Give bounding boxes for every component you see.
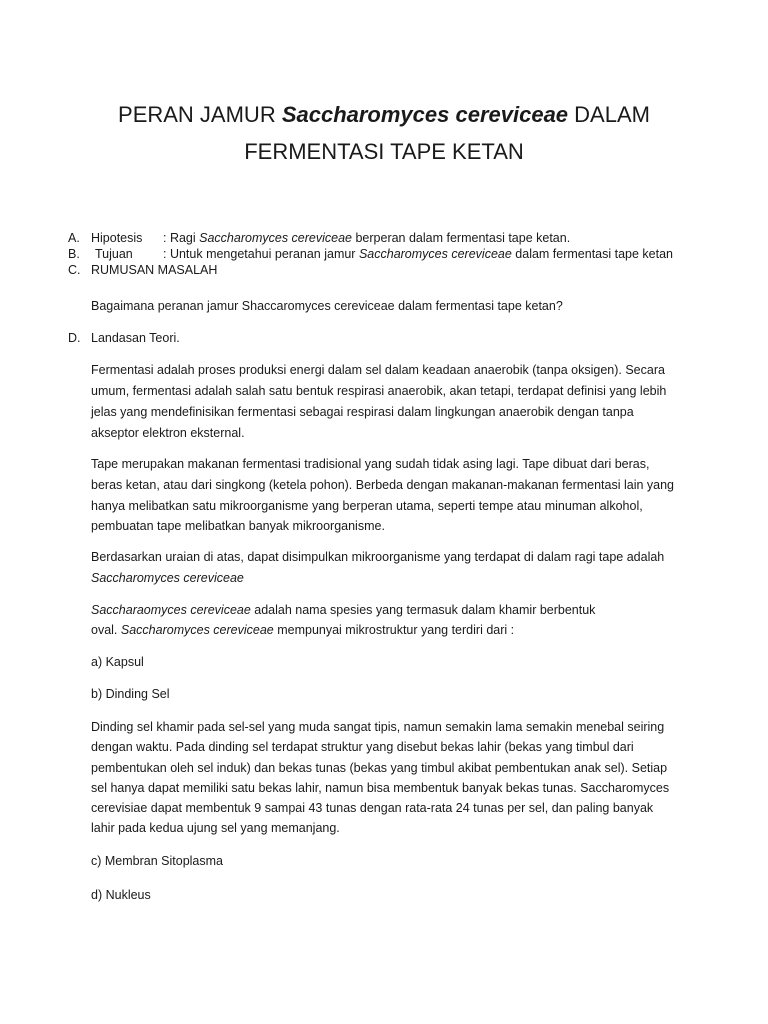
paragraph-tape-line: pembuatan tape melibatkan banyak mikroorganisme. <box>91 519 385 533</box>
paragraph-tape-line: beras ketan, atau dari singkong (ketela pohon). Berbeda dengan makanan-makanan fermentasi lain yang <box>91 478 675 492</box>
paragraph-kesimpulan-line: Berdasarkan uraian di atas, dapat disimpulkan mikroorganisme yang terdapat di dalam ragi tape adalah <box>91 550 665 564</box>
paragraph-fermentasi-line: umum, fermentasi adalah salah satu bentuk respirasi anaerobik, akan tetapi, terdapat definisi yang lebih <box>91 384 667 398</box>
structure-item-membran-sitoplasma: c) Membran Sitoplasma <box>91 854 223 868</box>
species-name: Saccharomyces cereviceae <box>91 571 244 585</box>
rumusan-masalah-heading: RUMUSAN MASALAH <box>91 263 218 277</box>
landasan-teori-heading: Landasan Teori. <box>91 331 180 345</box>
tujuan-text <box>163 246 673 262</box>
title-text: PERAN JAMUR <box>118 102 282 127</box>
title-species-name: Saccharomyces cereviceae <box>281 102 569 127</box>
title-line-2: FERMENTASI TAPE KETAN <box>244 139 524 164</box>
rumusan-masalah-text: Bagaimana peranan jamur Shaccaromyces cereviceae dalam fermentasi tape ketan? <box>91 299 563 313</box>
paragraph-tape-line: Tape merupakan makanan fermentasi tradisional yang sudah tidak asing lagi. Tape dibuat dari beras, <box>91 457 650 471</box>
paragraph-dinding-line: Dinding sel khamir pada sel-sel yang muda sangat tipis, namun semakin lama semakin menebal seiring <box>91 720 665 734</box>
text-fragment: oval. <box>91 623 121 637</box>
structure-item-nukleus: d) Nukleus <box>91 888 151 902</box>
list-marker-d: D. <box>68 331 81 345</box>
paragraph-tape-line: hanya melibatkan satu mikroorganisme yang berperan utama, seperti tempe atau minuman alkohol, <box>91 499 643 513</box>
text-fragment: berperan dalam fermentasi tape ketan. <box>352 231 571 245</box>
title-line-1 <box>118 102 650 127</box>
paragraph-dinding-line: pembentukan oleh sel induk) dan bekas tunas (bekas yang timbul akibat pembentukan anak sel). Setiap <box>91 761 668 775</box>
paragraph-spesies-line <box>91 602 595 618</box>
tujuan-label: Tujuan <box>95 247 133 261</box>
paragraph-kesimpulan-line <box>91 570 244 586</box>
paragraph-dinding-line: lahir pada kedua ujung sel yang memanjang. <box>91 821 340 835</box>
document-title <box>0 96 768 170</box>
list-marker-c: C. <box>68 263 81 277</box>
list-marker-b: B. <box>68 247 80 261</box>
structure-item-dinding-sel: b) Dinding Sel <box>91 687 170 701</box>
paragraph-fermentasi-line: akseptor elektron eksternal. <box>91 426 245 440</box>
text-fragment: mempunyai mikrostruktur yang terdiri dari : <box>273 623 515 637</box>
hipotesis-text <box>163 230 570 246</box>
species-name: Saccharaomyces cereviceae <box>91 603 251 617</box>
text-fragment: adalah nama spesies yang termasuk dalam khamir berbentuk <box>250 603 596 617</box>
text-fragment: : Untuk mengetahui peranan jamur <box>163 247 359 261</box>
paragraph-dinding-line: dengan waktu. Pada dinding sel terdapat struktur yang disebut bekas lahir (bekas yang timbul dari <box>91 740 634 754</box>
text-fragment: dalam fermentasi tape ketan <box>511 247 674 261</box>
title-text: DALAM <box>568 102 650 127</box>
list-marker-a: A. <box>68 231 80 245</box>
paragraph-fermentasi-line: Fermentasi adalah proses produksi energi dalam sel dalam keadaan anaerobik (tanpa oksigen). Secara <box>91 363 665 377</box>
species-name: Saccharomyces cereviceae <box>120 623 274 637</box>
structure-item-kapsul: a) Kapsul <box>91 655 144 669</box>
paragraph-spesies-line <box>91 622 514 638</box>
paragraph-dinding-line: cerevisiae dapat membentuk 9 sampai 43 tunas dengan rata-rata 24 tunas per sel, dan paling banyak <box>91 801 654 815</box>
species-name: Saccharomyces cereviceae <box>199 231 352 245</box>
species-name: Saccharomyces cereviceae <box>358 247 512 261</box>
paragraph-fermentasi-line: jelas yang mendefinisikan fermentasi sebagai respirasi dalam lingkungan anaerobik dengan tanpa <box>91 405 634 419</box>
hipotesis-label: Hipotesis <box>91 231 143 245</box>
text-fragment: : Ragi <box>163 231 200 245</box>
paragraph-dinding-line: sel hanya dapat memiliki satu bekas lahir, namun bisa membentuk banyak bekas tunas. Saccharomyces <box>91 781 670 795</box>
